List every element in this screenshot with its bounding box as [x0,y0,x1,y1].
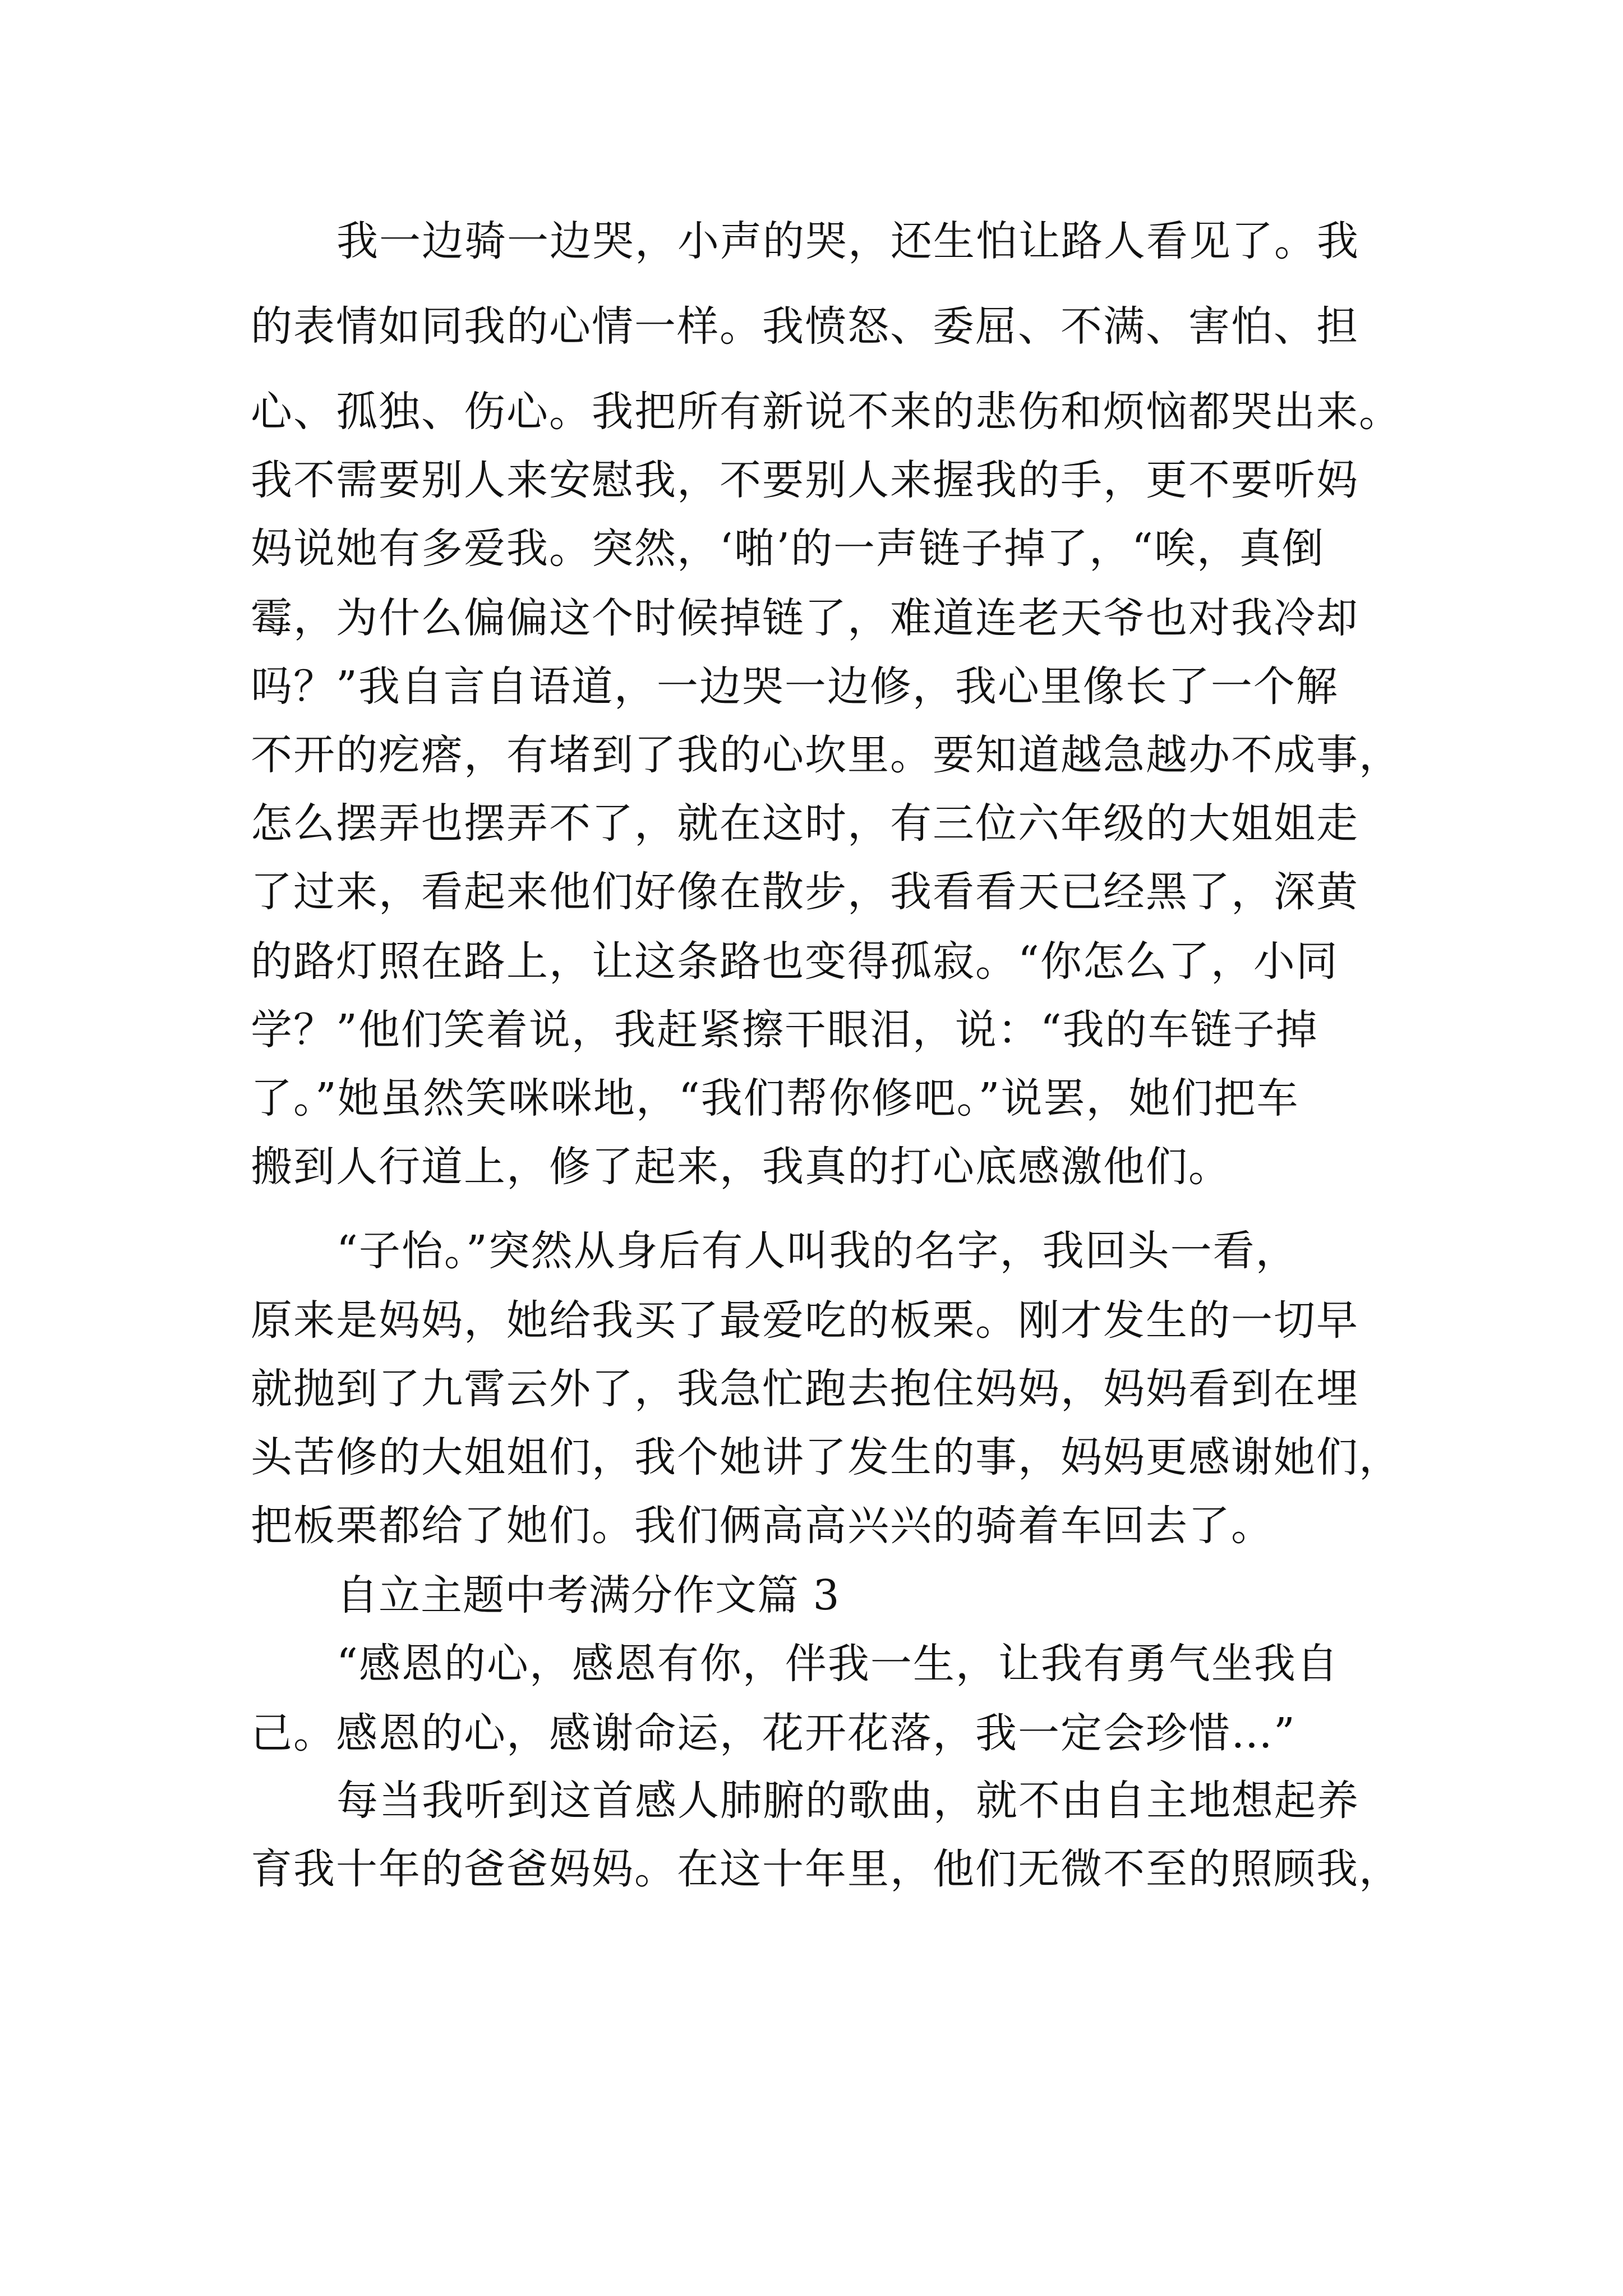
paragraph-line: 霉，为什么偏偏这个时候掉链了，难道连老天爷也对我冷却 [251,594,1359,642]
paragraph-line: 每当我听到这首感人肺腑的歌曲，就不由自主地想起养 [336,1777,1359,1825]
paragraph-line: 妈说她有多爱我。突然，‘啪’的一声链子掉了，“唉，真倒 [251,524,1325,573]
paragraph-line: 育我十年的爸爸妈妈。在这十年里，他们无微不至的照顾我， [251,1845,1401,1893]
paragraph-line: “子怡。”突然从身后有人叫我的名字，我回头一看， [336,1227,1298,1275]
paragraph-line: 的表情如同我的心情一样。我愤怒、委屈、不满、害怕、担 [251,302,1359,351]
paragraph-line: 我不需要别人来安慰我，不要别人来握我的手，更不要听妈 [251,456,1359,504]
paragraph-line: 头苦修的大姐姐们，我个她讲了发生的事，妈妈更感谢她们， [251,1433,1401,1481]
paragraph-line: 了。”她虽然笑咪咪地，“我们帮你修吧。”说罢，她们把车 [251,1074,1299,1122]
paragraph-line: 了过来，看起来他们好像在散步，我看看天已经黑了，深黄 [251,868,1359,916]
section-heading: 自立主题中考满分作文篇 3 [336,1571,840,1619]
paragraph-line: 原来是妈妈，她给我买了最爱吃的板栗。刚才发生的一切早 [251,1296,1359,1345]
paragraph-line: 搬到人行道上，修了起来，我真的打心底感激他们。 [251,1143,1231,1191]
paragraph-line: 的路灯照在路上，让这条路也变得孤寂。“你怎么了，小同 [251,937,1339,986]
paragraph-line: 怎么摆弄也摆弄不了，就在这时，有三位六年级的大姐姐走 [251,799,1359,848]
paragraph-line: 己。感恩的心，感谢命运，花开花落，我一定会珍惜…” [251,1709,1296,1757]
paragraph-line: 学？”他们笑着说，我赶紧擦干眼泪，说：“我的车链子掉 [251,1006,1318,1054]
paragraph-line: 不开的疙瘩，有堵到了我的心坎里。要知道越急越办不成事， [251,731,1401,779]
paragraph-line: 心、孤独、伤心。我把所有新说不来的悲伤和烦恼都哭出来。 [251,388,1401,436]
paragraph-line: “感恩的心，感恩有你，伴我一生，让我有勇气坐我自 [336,1640,1339,1688]
paragraph-line: 把板栗都给了她们。我们俩高高兴兴的骑着车回去了。 [251,1502,1274,1550]
paragraph-line: 我一边骑一边哭，小声的哭，还生怕让路人看见了。我 [336,217,1359,265]
paragraph-line: 就抛到了九霄云外了，我急忙跑去抱住妈妈，妈妈看到在埋 [251,1365,1359,1413]
paragraph-line: 吗？”我自言自语道，一边哭一边修，我心里像长了一个解 [251,662,1339,711]
